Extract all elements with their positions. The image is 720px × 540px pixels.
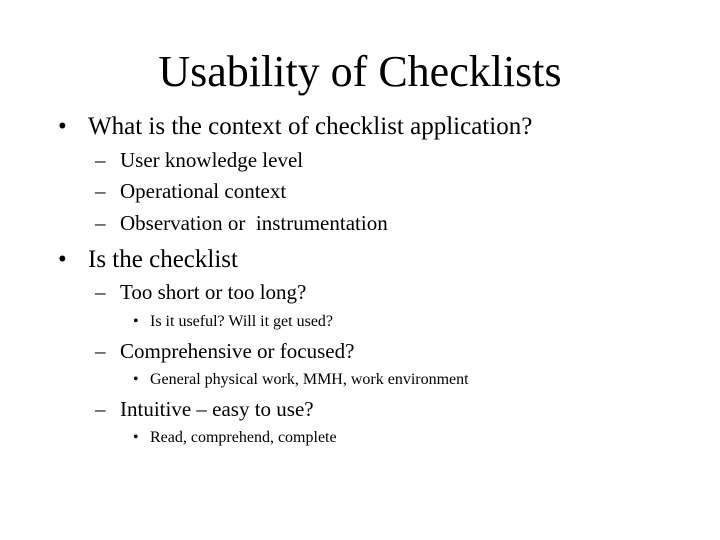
- dash-marker: –: [95, 211, 106, 235]
- sub-point-text: Too short or too long?: [120, 280, 307, 304]
- bullet-marker: •: [58, 246, 67, 273]
- dash-marker: –: [95, 339, 106, 363]
- sub-point-text: Comprehensive or focused?: [120, 339, 355, 363]
- sub-point: [95, 397, 314, 421]
- detail-text: Read, comprehend, complete: [150, 429, 337, 446]
- bullet-text: Is the checklist: [88, 246, 238, 273]
- sub-point-text: Intuitive – easy to use?: [120, 397, 314, 421]
- bullet-marker: •: [133, 429, 139, 446]
- dash-marker: –: [95, 148, 106, 172]
- sub-point-text: Observation or instrumentation: [120, 211, 388, 235]
- slide-title: Usability of Checklists: [158, 47, 562, 96]
- detail-point: [133, 371, 469, 388]
- dash-marker: –: [95, 280, 106, 304]
- sub-point-text: Operational context: [120, 179, 287, 203]
- detail-text: General physical work, MMH, work environment: [150, 371, 469, 388]
- bullet-marker: •: [58, 113, 67, 140]
- sub-point-text: User knowledge level: [120, 148, 304, 172]
- bullet-marker: •: [133, 371, 139, 388]
- sub-point: [95, 148, 304, 172]
- detail-point: [133, 313, 334, 330]
- sub-point: [95, 280, 307, 304]
- sub-point: [95, 211, 388, 235]
- sub-point: [95, 339, 355, 363]
- detail-text: Is it useful? Will it get used?: [150, 313, 334, 330]
- bullet-marker: •: [133, 313, 139, 330]
- dash-marker: –: [95, 179, 106, 203]
- bullet-point: [58, 113, 533, 140]
- bullet-text: What is the context of checklist application?: [88, 113, 533, 140]
- dash-marker: –: [95, 397, 106, 421]
- sub-point: [95, 179, 287, 203]
- bullet-point: [58, 246, 238, 273]
- detail-point: [133, 429, 337, 446]
